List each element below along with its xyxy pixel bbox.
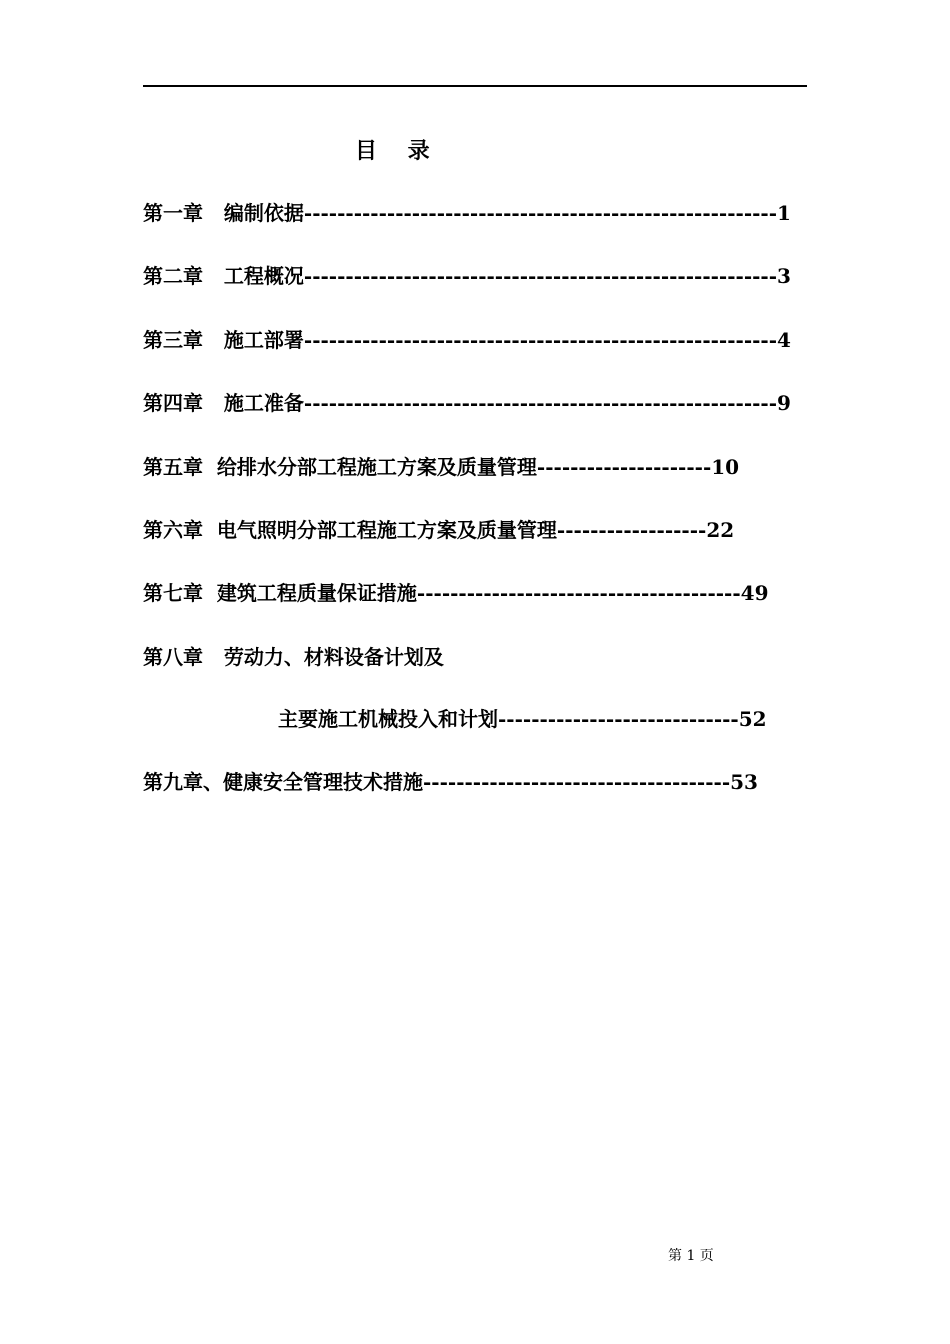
toc-title: 目 录 <box>355 138 430 164</box>
toc-entry-chapter-7: 第七章 建筑工程质量保证措施---------------------------------------49 <box>143 581 769 605</box>
header-rule <box>143 85 807 87</box>
toc-entry-chapter-2: 第二章 工程概况---------------------------------------------------------3 <box>143 264 791 288</box>
toc-entry-chapter-5: 第五章 给排水分部工程施工方案及质量管理---------------------10 <box>143 455 740 479</box>
toc-entry-chapter-8-continued: 主要施工机械投入和计划-----------------------------52 <box>278 707 767 731</box>
toc-entry-chapter-4: 第四章 施工准备---------------------------------------------------------9 <box>143 391 791 415</box>
toc-entry-chapter-3: 第三章 施工部署---------------------------------------------------------4 <box>143 328 791 352</box>
toc-entry-chapter-8: 第八章 劳动力、材料设备计划及 <box>143 645 444 669</box>
toc-entry-chapter-1: 第一章 编制依据---------------------------------------------------------1 <box>143 201 791 225</box>
toc-entry-chapter-6: 第六章 电气照明分部工程施工方案及质量管理------------------22 <box>143 518 735 542</box>
toc-entry-chapter-9: 第九章、健康安全管理技术措施-------------------------------------53 <box>143 770 758 794</box>
page-number: 第 1 页 <box>668 1248 714 1264</box>
